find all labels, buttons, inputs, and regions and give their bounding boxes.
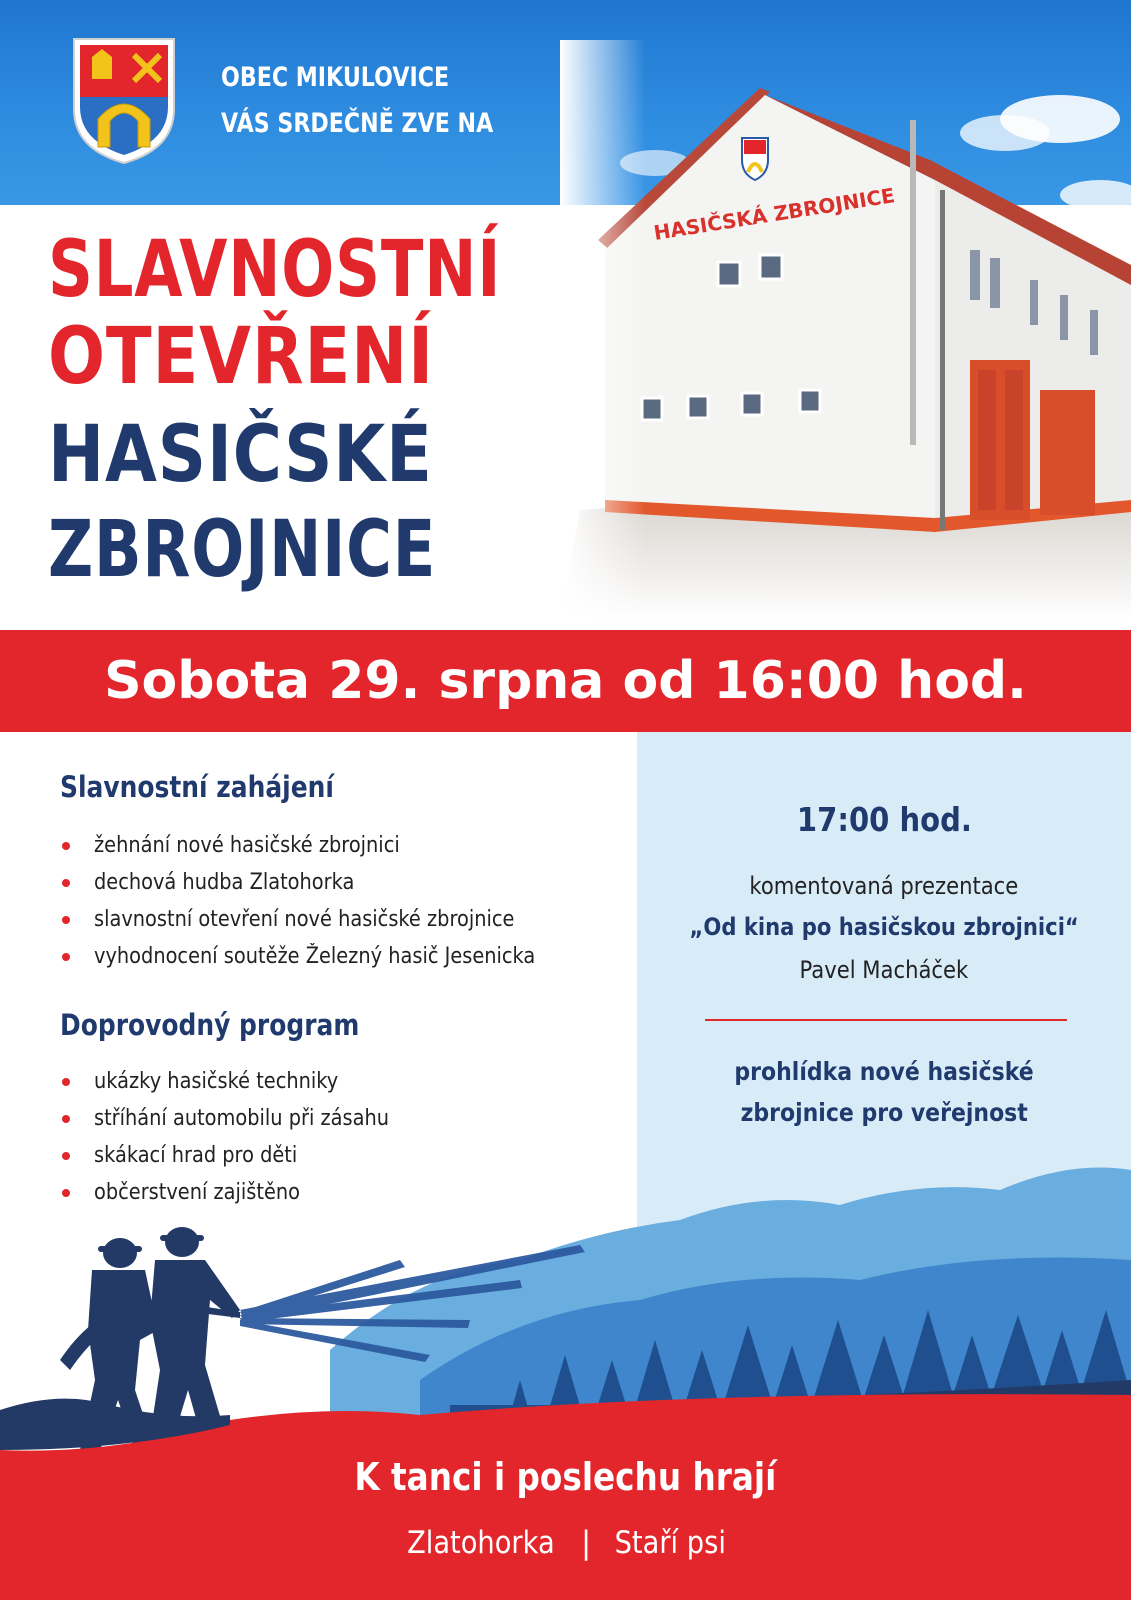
band-2: Staří psi [614,1525,727,1561]
date-text: Sobota 29. srpna od 16:00 hod. [104,651,1027,711]
fire-station-building [560,40,1131,620]
date-banner [0,630,1131,732]
list-item: dechová hudba Zlatohorka [60,864,595,901]
opening-list [60,827,595,975]
presentation-author: Pavel Macháček [799,956,969,984]
music-bands [0,1525,1131,1561]
invite-line-2: VÁS SRDEČNĚ ZVE NA [221,108,494,139]
presentation-description: komentovaná prezentace [749,872,1019,900]
list-item: skákací hrad pro děti [60,1137,429,1174]
headline-line-2: OTEVŘENÍ [48,312,434,402]
tour-line-2: zbrojnice pro veřejnost [740,1098,1028,1127]
list-item: slavnostní otevření nové hasičské zbrojnice [60,901,595,938]
bullet-dot-icon [62,842,70,850]
list-item: vyhodnocení soutěže Železný hasič Jesenicka [60,938,595,975]
side-program-title: Doprovodný program [60,1008,360,1042]
bullet-dot-icon [62,953,70,961]
list-item: občerstvení zajištěno [60,1174,429,1211]
bullet-dot-icon [62,1115,70,1123]
presentation-title: „Od kina po hasičskou zbrojnici“ [689,913,1079,941]
band-1: Zlatohorka [407,1525,555,1561]
presentation-time: 17:00 hod. [796,800,972,839]
coat-of-arms-icon [70,35,178,165]
tour-line-1: prohlídka nové hasičské [734,1057,1034,1086]
band-separator: | [580,1525,592,1561]
invite-line-1: OBEC MIKULOVICE [221,62,450,93]
headline-line-1: SLAVNOSTNÍ [48,225,502,315]
headline-line-3: HASIČSKÉ [48,410,433,500]
divider [705,1019,1067,1021]
music-title: K tanci i poslechu hrají [354,1455,777,1499]
bullet-dot-icon [62,1078,70,1086]
list-item: žehnání nové hasičské zbrojnici [60,827,595,864]
headline-line-4: ZBROJNICE [48,505,437,595]
bullet-dot-icon [62,879,70,887]
bullet-dot-icon [62,916,70,924]
list-item: ukázky hasičské techniky [60,1063,429,1100]
list-item: stříhání automobilu při zásahu [60,1100,429,1137]
opening-title: Slavnostní zahájení [60,770,334,804]
